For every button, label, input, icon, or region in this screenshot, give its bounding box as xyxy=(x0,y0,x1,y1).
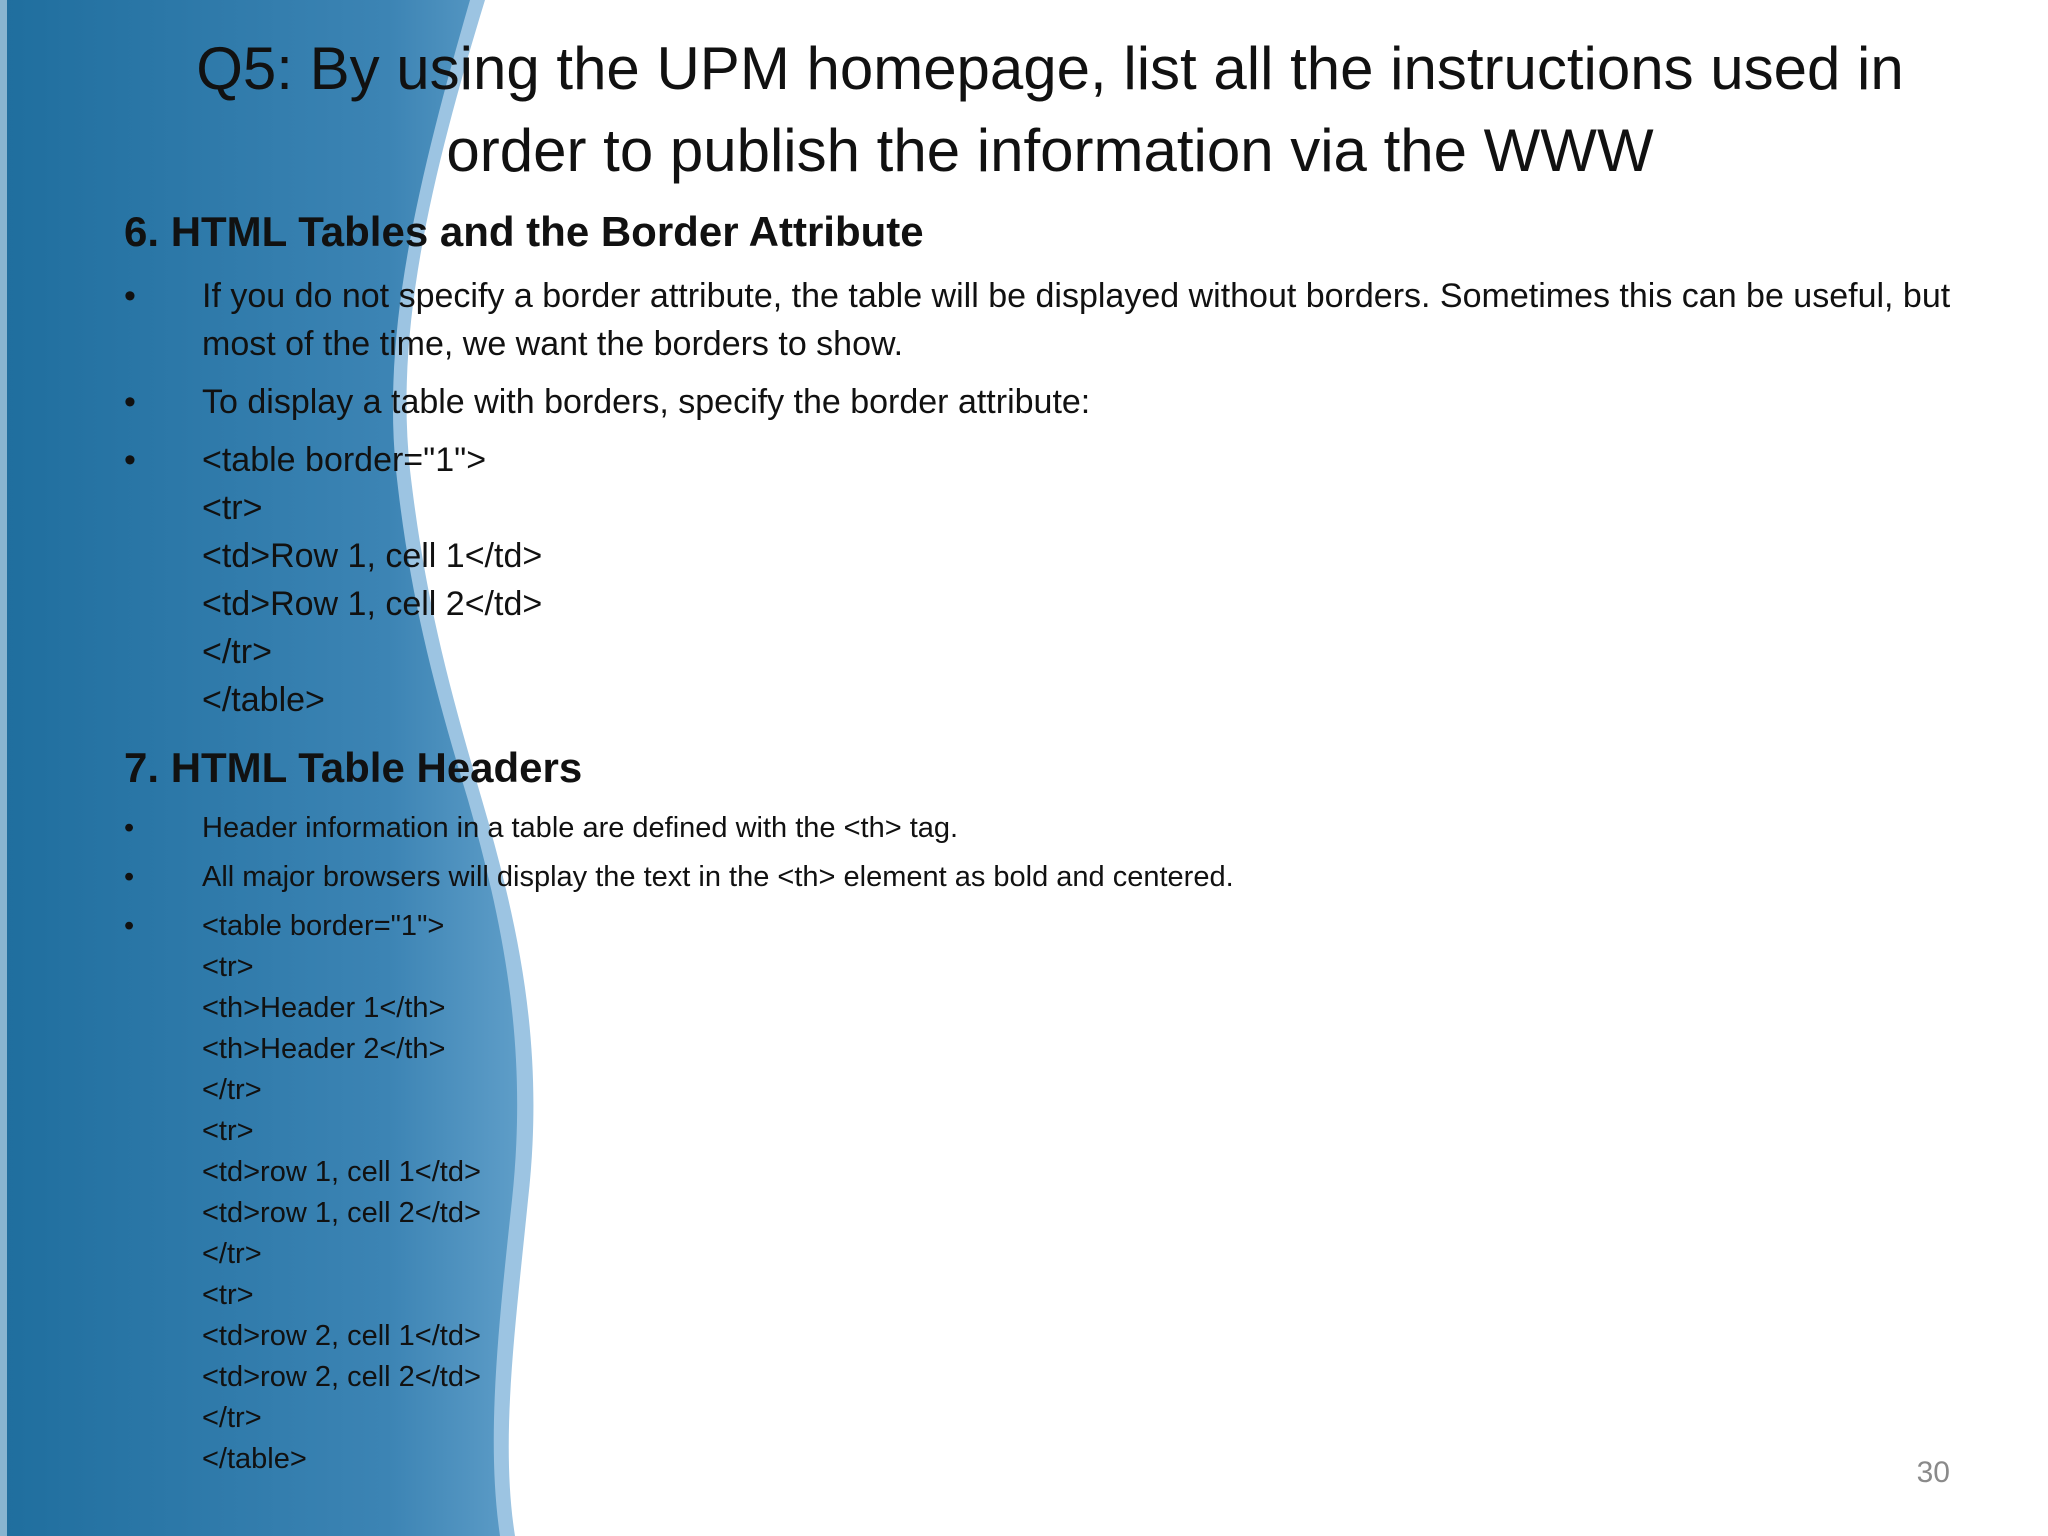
bullet-icon: • xyxy=(124,383,136,421)
code-line: <table border="1"> xyxy=(202,441,487,479)
bullet-icon: • xyxy=(124,277,136,315)
left-edge-highlight xyxy=(0,0,7,1536)
section-7-bullet-list xyxy=(124,808,1954,1488)
code-line: </tr> xyxy=(202,633,272,671)
list-item-code xyxy=(124,436,1954,724)
section-6-heading: 6. HTML Tables and the Border Attribute xyxy=(124,208,924,255)
bullet-icon: • xyxy=(124,910,135,942)
code-line: <td>Row 1, cell 2</td> xyxy=(202,585,543,623)
bullet-icon: • xyxy=(124,441,136,479)
code-line: <td>row 2, cell 2</td> xyxy=(202,1361,481,1393)
page-number: 30 xyxy=(1916,1456,1950,1489)
code-line: <table border="1"> xyxy=(202,910,445,942)
code-line: <td>row 1, cell 2</td> xyxy=(202,1197,481,1229)
code-line: <th>Header 2</th> xyxy=(202,1033,446,1065)
code-line: <tr> xyxy=(202,951,254,983)
list-item xyxy=(124,272,1954,368)
bullet-icon: • xyxy=(124,812,135,844)
code-line: <td>row 2, cell 1</td> xyxy=(202,1320,481,1352)
list-item xyxy=(124,808,1954,849)
code-line: </tr> xyxy=(202,1238,262,1270)
code-line: <tr> xyxy=(202,1115,254,1147)
list-item xyxy=(124,378,1954,426)
section-7-heading: 7. HTML Table Headers xyxy=(124,744,583,791)
section-6-bullet-list xyxy=(124,272,1954,734)
list-item xyxy=(124,857,1954,898)
code-line: <th>Header 1</th> xyxy=(202,992,446,1024)
bullet-text: Header information in a table are defined with the <th> tag. xyxy=(202,812,959,844)
code-line: <tr> xyxy=(202,1279,254,1311)
code-line: </table> xyxy=(202,1443,307,1475)
list-item-code xyxy=(124,906,1954,1480)
bullet-text: To display a table with borders, specify the border attribute: xyxy=(202,383,1091,421)
code-line: </tr> xyxy=(202,1074,262,1106)
code-line: </table> xyxy=(202,681,325,719)
bullet-icon: • xyxy=(124,861,135,893)
code-line: <tr> xyxy=(202,489,263,527)
code-line: </tr> xyxy=(202,1402,262,1434)
slide-title: Q5: By using the UPM homepage, list all the instructions used in order to publish the information via the WWW xyxy=(196,35,1904,184)
bullet-text: All major browsers will display the text in the <th> element as bold and centered. xyxy=(202,861,1234,893)
code-line: <td>row 1, cell 1</td> xyxy=(202,1156,481,1188)
code-line: <td>Row 1, cell 1</td> xyxy=(202,537,543,575)
bullet-text: If you do not specify a border attribute, the table will be displayed without borders. Sometimes this can be useful, but most of the time, we want the borders to show. xyxy=(202,277,1951,363)
